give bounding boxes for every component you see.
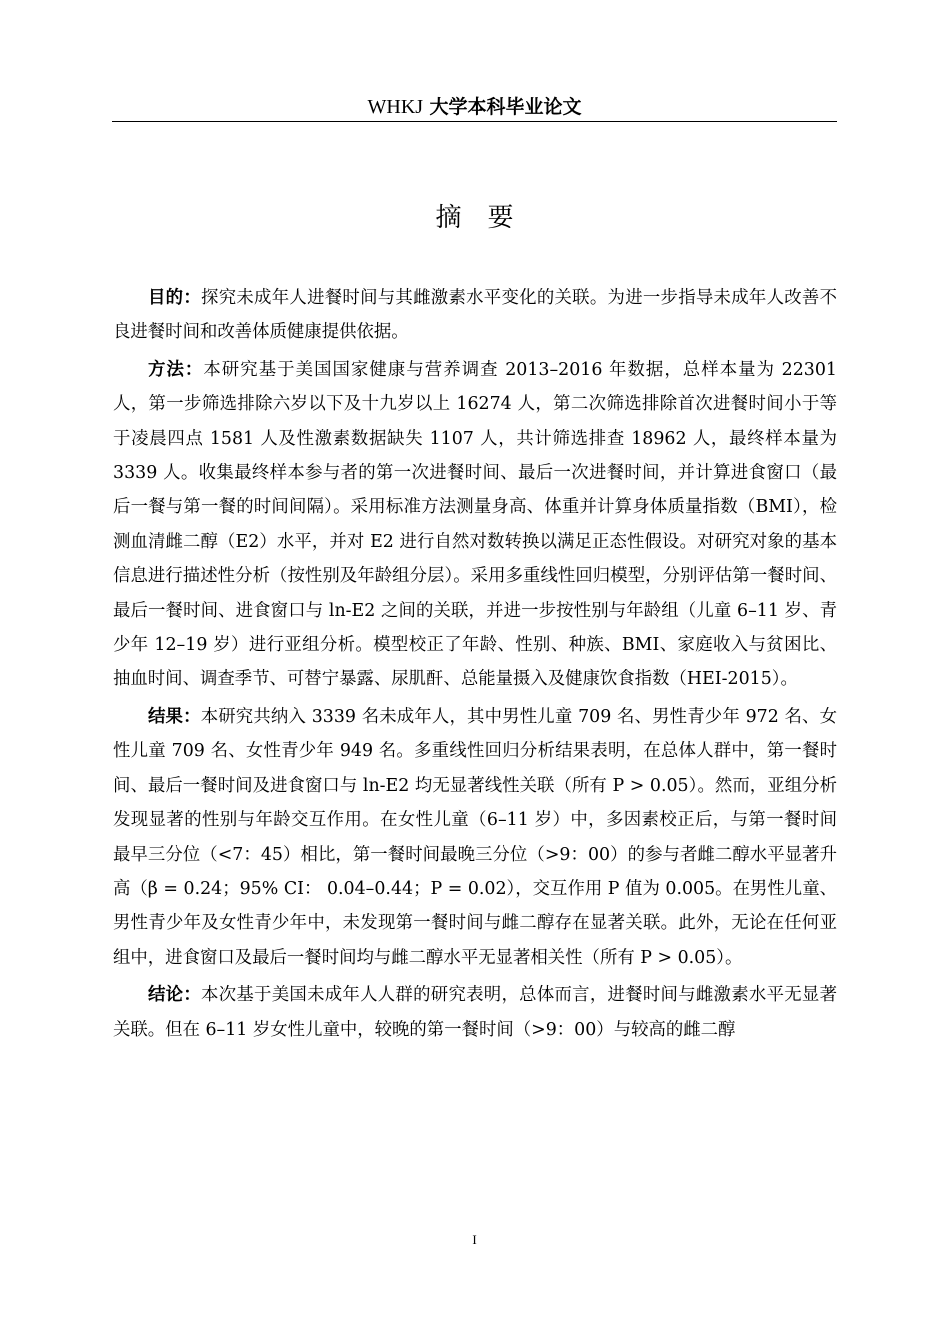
paragraph-conclusion [113, 978, 837, 1047]
label-results: 结果： [148, 706, 201, 727]
text-conclusion: 本次基于美国未成年人人群的研究表明，总体而言，进餐时间与雌激素水平无显著关联。但在 6–11 岁女性儿童中，较晚的第一餐时间（>9：00）与较高的雌二醇 [113, 985, 837, 1040]
header-prefix: WHKJ [367, 96, 424, 118]
paragraph-results [113, 700, 837, 975]
page-number: I [472, 1232, 477, 1247]
paragraph-methods [113, 353, 837, 697]
page-header [112, 92, 837, 122]
paragraph-objective [113, 281, 837, 350]
text-results: 本研究共纳入 3339 名未成年人，其中男性儿童 709 名、男性青少年 972 名、女性儿童 709 名、女性青少年 949 名。多重线性回归分析结果表明，在总体人群中，第一餐时间、最后一餐时间及进食窗口与 ln-E2 均无显著线性关联（所有 P > 0.05）。然而，亚组分析发现显著的性别与年龄交互作用。在女性儿童（6–11 岁）中，多因素校正后，与第一餐时间最早三分位（<7：45）相比，第一餐时间最晚三分位（>9：00）的参与者雌二醇水平显著升高（β = 0.24；95% CI： 0.04–0.44；P = 0.02），交互作用 P 值为 0.005。在男性儿童、男性青少年及女性青少年中，未发现第一餐时间与雌二醇存在显著关联。此外，无论在任何亚组中，进食窗口及最后一餐时间均与雌二醇水平无显著相关性（所有 P > 0.05）。 [113, 706, 837, 968]
abstract-body [113, 281, 837, 1050]
text-methods: 本研究基于美国国家健康与营养调查 2013–2016 年数据，总样本量为 22301 人，第一步筛选排除六岁以下及十九岁以上 16274 人，第二次筛选排除首次进餐时间小于等于凌晨四点 1581 人及性激素数据缺失 1107 人，共计筛选排查 18962 人，最终样本量为 3339 人。收集最终样本参与者的第一次进餐时间、最后一次进餐时间，并计算进食窗口（最后一餐与第一餐的时间间隔）。采用标准方法测量身高、体重并计算身体质量指数（BMI），检测血清雌二醇（E2）水平，并对 E2 进行自然对数转换以满足正态性假设。对研究对象的基本信息进行描述性分析（按性别及年龄组分层）。采用多重线性回归模型，分别评估第一餐时间、最后一餐时间、进食窗口与 ln-E2 之间的关联，并进一步按性别与年龄组（儿童 6–11 岁、青少年 12–19 岁）进行亚组分析。模型校正了年龄、性别、种族、BMI、家庭收入与贫困比、抽血时间、调查季节、可替宁暴露、尿肌酐、总能量摄入及健康饮食指数（HEI-2015）。 [113, 359, 837, 690]
label-methods: 方法： [148, 359, 204, 380]
text-objective: 探究未成年人进餐时间与其雌激素水平变化的关联。为进一步指导未成年人改善不良进餐时间和改善体质健康提供依据。 [113, 288, 837, 343]
header-rule [112, 121, 837, 122]
header-title: 大学本科毕业论文 [429, 96, 582, 118]
label-conclusion: 结论： [148, 985, 202, 1006]
label-objective: 目的： [148, 288, 202, 308]
page-title: 摘要 [435, 203, 540, 233]
